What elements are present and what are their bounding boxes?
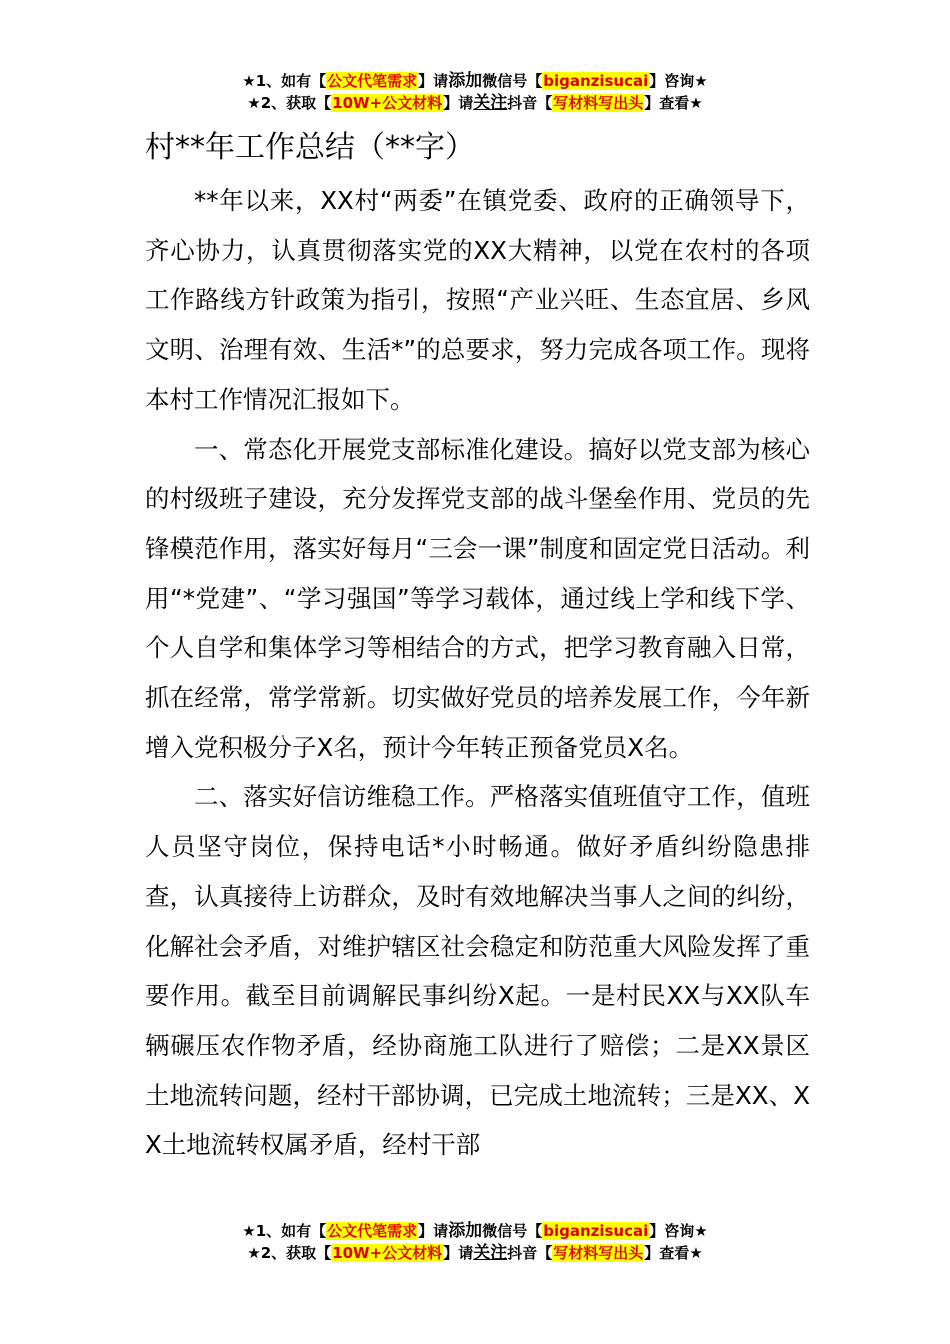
promo-highlight: 10W+公文材料 [332, 1244, 443, 1262]
promo-text: 微信号【 [482, 72, 543, 90]
promo-text: 】查看★ [644, 1244, 703, 1262]
promo-text: 微信号【 [482, 1222, 543, 1240]
promo-text: 】咨询★ [649, 72, 708, 90]
promo-text: 】请 [443, 1244, 474, 1262]
promo-line-1 [0, 70, 950, 92]
douyin-id-highlight: 写材料写出头 [553, 1244, 644, 1262]
promo-line-2 [0, 1242, 950, 1264]
promo-text: ★2、获取【 [247, 1244, 332, 1262]
paragraph-intro: **年以来，XX村“两委”在镇党委、政府的正确领导下，齐心协力，认真贯彻落实党的XX大精神，以党在农村的各项工作路线方针政策为指引，按照“产业兴旺、生态宜居、乡风文明、治理有效、生活*”的总要求，努力完成各项工作。现将本村工作情况汇报如下。 [145, 186, 810, 414]
promo-line-2 [0, 92, 950, 114]
header-promo-banner [0, 70, 950, 114]
promo-text: 抖音【 [507, 1244, 553, 1262]
promo-highlight: 公文代笔需求 [327, 72, 418, 90]
promo-text: ★1、如有【 [242, 1222, 327, 1240]
promo-text: 】请 [418, 72, 449, 90]
promo-highlight: 公文代笔需求 [327, 1222, 418, 1240]
promo-text: 抖音【 [507, 94, 553, 112]
promo-highlight: 10W+公文材料 [332, 94, 443, 112]
promo-text: 】请 [418, 1222, 449, 1240]
document-title: 村**年工作总结（**字） [145, 130, 475, 165]
promo-emphasis: 关注 [473, 1243, 508, 1263]
promo-line-1 [0, 1220, 950, 1242]
promo-text: ★1、如有【 [242, 72, 327, 90]
promo-emphasis: 添加 [448, 71, 483, 91]
document-body [145, 128, 810, 1170]
paragraph-petition-stability: 二、落实好信访维稳工作。严格落实值班值守工作，值班人员坚守岗位，保持电话*小时畅通。做好矛盾纠纷隐患排查，认真接待上访群众，及时有效地解决当事人之间的纠纷，化解社会矛盾，对维护辖区社会稳定和防范重大风险发挥了重要作用。截至目前调解民事纠纷X起。一是村民XX与XX队车辆碾压农作物矛盾，经协商施工队进行了赔偿；二是XX景区土地流转问题，经村干部协调，已完成土地流转；三是XX、XX土地流转权属矛盾，经村干部 [145, 782, 810, 1160]
promo-text: ★2、获取【 [247, 94, 332, 112]
paragraph-party-building: 一、常态化开展党支部标准化建设。搞好以党支部为核心的村级班子建设，充分发挥党支部的战斗堡垒作用、党员的先锋模范作用，落实好每月“三会一课”制度和固定党日活动。利用“*党建”、“学习强国”等学习载体，通过线上学和线下学、个人自学和集体学习等相结合的方式，把学习教育融入日常，抓在经常，常学常新。切实做好党员的培养发展工作，今年新增入党积极分子X名，预计今年转正预备党员X名。 [145, 434, 810, 762]
promo-text: 】请 [443, 94, 474, 112]
wechat-id-highlight: biganzisucai [543, 1222, 649, 1240]
promo-text: 】查看★ [644, 94, 703, 112]
footer-promo-banner [0, 1220, 950, 1264]
wechat-id-highlight: biganzisucai [543, 72, 649, 90]
douyin-id-highlight: 写材料写出头 [553, 94, 644, 112]
promo-emphasis: 关注 [473, 93, 508, 113]
promo-emphasis: 添加 [448, 1221, 483, 1241]
promo-text: 】咨询★ [649, 1222, 708, 1240]
